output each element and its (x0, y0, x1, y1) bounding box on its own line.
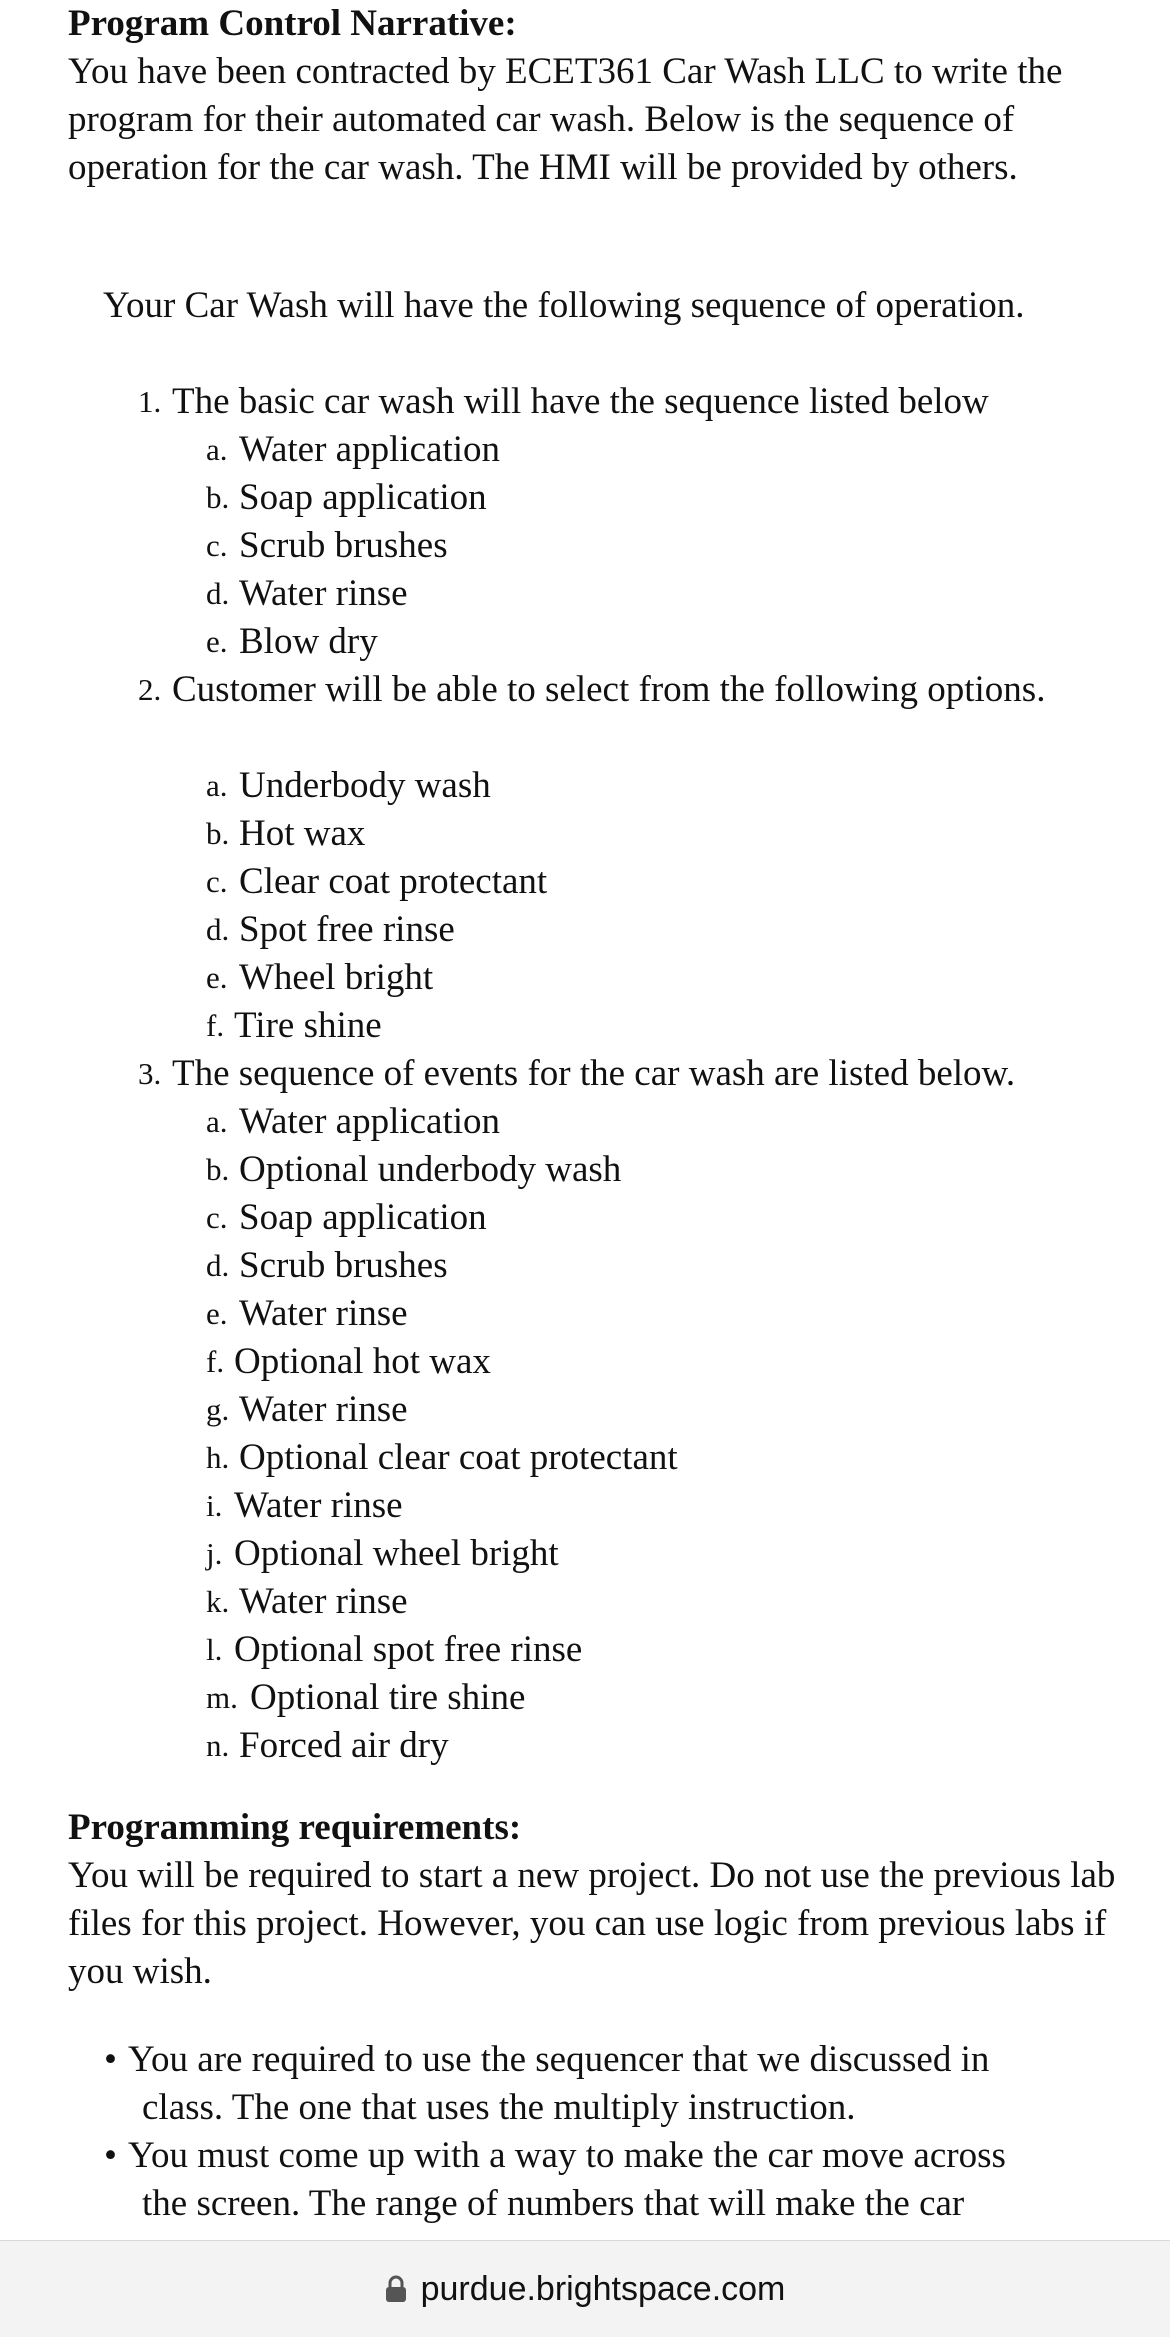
sub-item-text: Soap application (239, 1197, 487, 1238)
sub-item-text: Blow dry (239, 621, 378, 662)
sub-item-letter: b. (206, 1152, 230, 1187)
sub-item-text: Underbody wash (239, 765, 491, 806)
sub-item-text: Scrub brushes (239, 1245, 448, 1286)
sub-item-letter: c. (206, 528, 228, 563)
sub-item-text: Water rinse (234, 1485, 403, 1526)
bullet-icon: • (104, 2039, 117, 2080)
lock-icon (385, 2275, 407, 2303)
sub-item-letter: d. (206, 576, 230, 611)
sub-item-text: Optional wheel bright (234, 1533, 559, 1574)
sub-item-letter: b. (206, 816, 230, 851)
sub-item-text: Water rinse (239, 1581, 408, 1622)
sub-item-text: Tire shine (234, 1005, 382, 1046)
browser-address-bar[interactable] (0, 2240, 1170, 2337)
sub-item-letter: a. (206, 768, 228, 803)
heading-programming-requirements: Programming requirements: (68, 1807, 522, 1848)
sub-item-letter: g. (206, 1392, 230, 1427)
sub-item-letter: f. (206, 1344, 225, 1379)
sub-item-text: Water rinse (239, 1389, 408, 1430)
list-item-text: Customer will be able to select from the following options. (172, 669, 1046, 710)
bullet-text (128, 2132, 1128, 2228)
url-text: purdue.brightspace.com (420, 2270, 786, 2308)
sub-item-text: Forced air dry (239, 1725, 449, 1766)
list-number: 3. (138, 1056, 162, 1091)
sub-item-text: Optional underbody wash (239, 1149, 622, 1190)
sub-item-text: Optional spot free rinse (234, 1629, 583, 1670)
bullet-icon: • (104, 2135, 117, 2176)
sub-item-text: Clear coat protectant (239, 861, 548, 902)
narrative-paragraph: You have been contracted by ECET361 Car Wash LLC to write the program for their automated car wash. Below is the sequence of operation for the car wash. The HMI will be provided by others. (68, 51, 1063, 188)
bullet-item (104, 2036, 1144, 2132)
sub-item-letter: m. (206, 1680, 238, 1715)
sub-item-letter: n. (206, 1728, 230, 1763)
sub-item-letter: d. (206, 1248, 230, 1283)
requirements-paragraph: You will be required to start a new project. Do not use the previous lab files for this project. However, you can use logic from previous labs if you wish. (68, 1855, 1116, 1992)
sub-item-letter: c. (206, 864, 228, 899)
sub-item-letter: e. (206, 1296, 228, 1331)
sub-item-text: Spot free rinse (239, 909, 455, 950)
list-number: 1. (138, 384, 162, 419)
sub-item-letter: e. (206, 624, 228, 659)
bullet-line: class. The one that uses the multiply instruction. (142, 2087, 856, 2128)
sub-item-text: Water rinse (239, 573, 408, 614)
bullet-text (128, 2036, 1128, 2132)
sub-item-letter: f. (206, 1008, 225, 1043)
sub-item-text: Optional clear coat protectant (239, 1437, 678, 1478)
sub-item-letter: a. (206, 432, 228, 467)
sub-item-text: Scrub brushes (239, 525, 448, 566)
sub-item-letter: l. (206, 1632, 223, 1667)
sub-item-letter: b. (206, 480, 230, 515)
sub-item-letter: d. (206, 912, 230, 947)
url-display[interactable] (0, 2265, 1170, 2313)
sub-item-text: Soap application (239, 477, 487, 518)
sub-item-text: Water application (239, 1101, 501, 1142)
heading-program-control-narrative: Program Control Narrative: (68, 3, 517, 44)
sub-item-text: Water application (239, 429, 501, 470)
list-item-text: The basic car wash will have the sequence listed below (172, 381, 989, 422)
sub-item-letter: k. (206, 1584, 230, 1619)
bullet-item (104, 2132, 1144, 2228)
bullet-line: the screen. The range of numbers that will make the car (142, 2183, 965, 2224)
sub-item-letter: a. (206, 1104, 228, 1139)
sub-item-text: Wheel bright (239, 957, 434, 998)
sub-item-text: Hot wax (239, 813, 366, 854)
bullet-line: You are required to use the sequencer that we discussed in (128, 2039, 990, 2080)
sub-item-text: Optional hot wax (234, 1341, 491, 1382)
sub-item-letter: i. (206, 1488, 223, 1523)
sub-item-text: Water rinse (239, 1293, 408, 1334)
bullet-line: You must come up with a way to make the car move across (128, 2135, 1006, 2176)
sub-item-letter: c. (206, 1200, 228, 1235)
sub-item-text: Optional tire shine (250, 1677, 526, 1718)
list-item-text: The sequence of events for the car wash are listed below. (172, 1053, 1016, 1094)
sub-item-letter: j. (206, 1536, 223, 1571)
sequence-intro: Your Car Wash will have the following sequence of operation. (103, 285, 1025, 326)
sub-item-letter: e. (206, 960, 228, 995)
sub-item-letter: h. (206, 1440, 230, 1475)
list-number: 2. (138, 672, 162, 707)
